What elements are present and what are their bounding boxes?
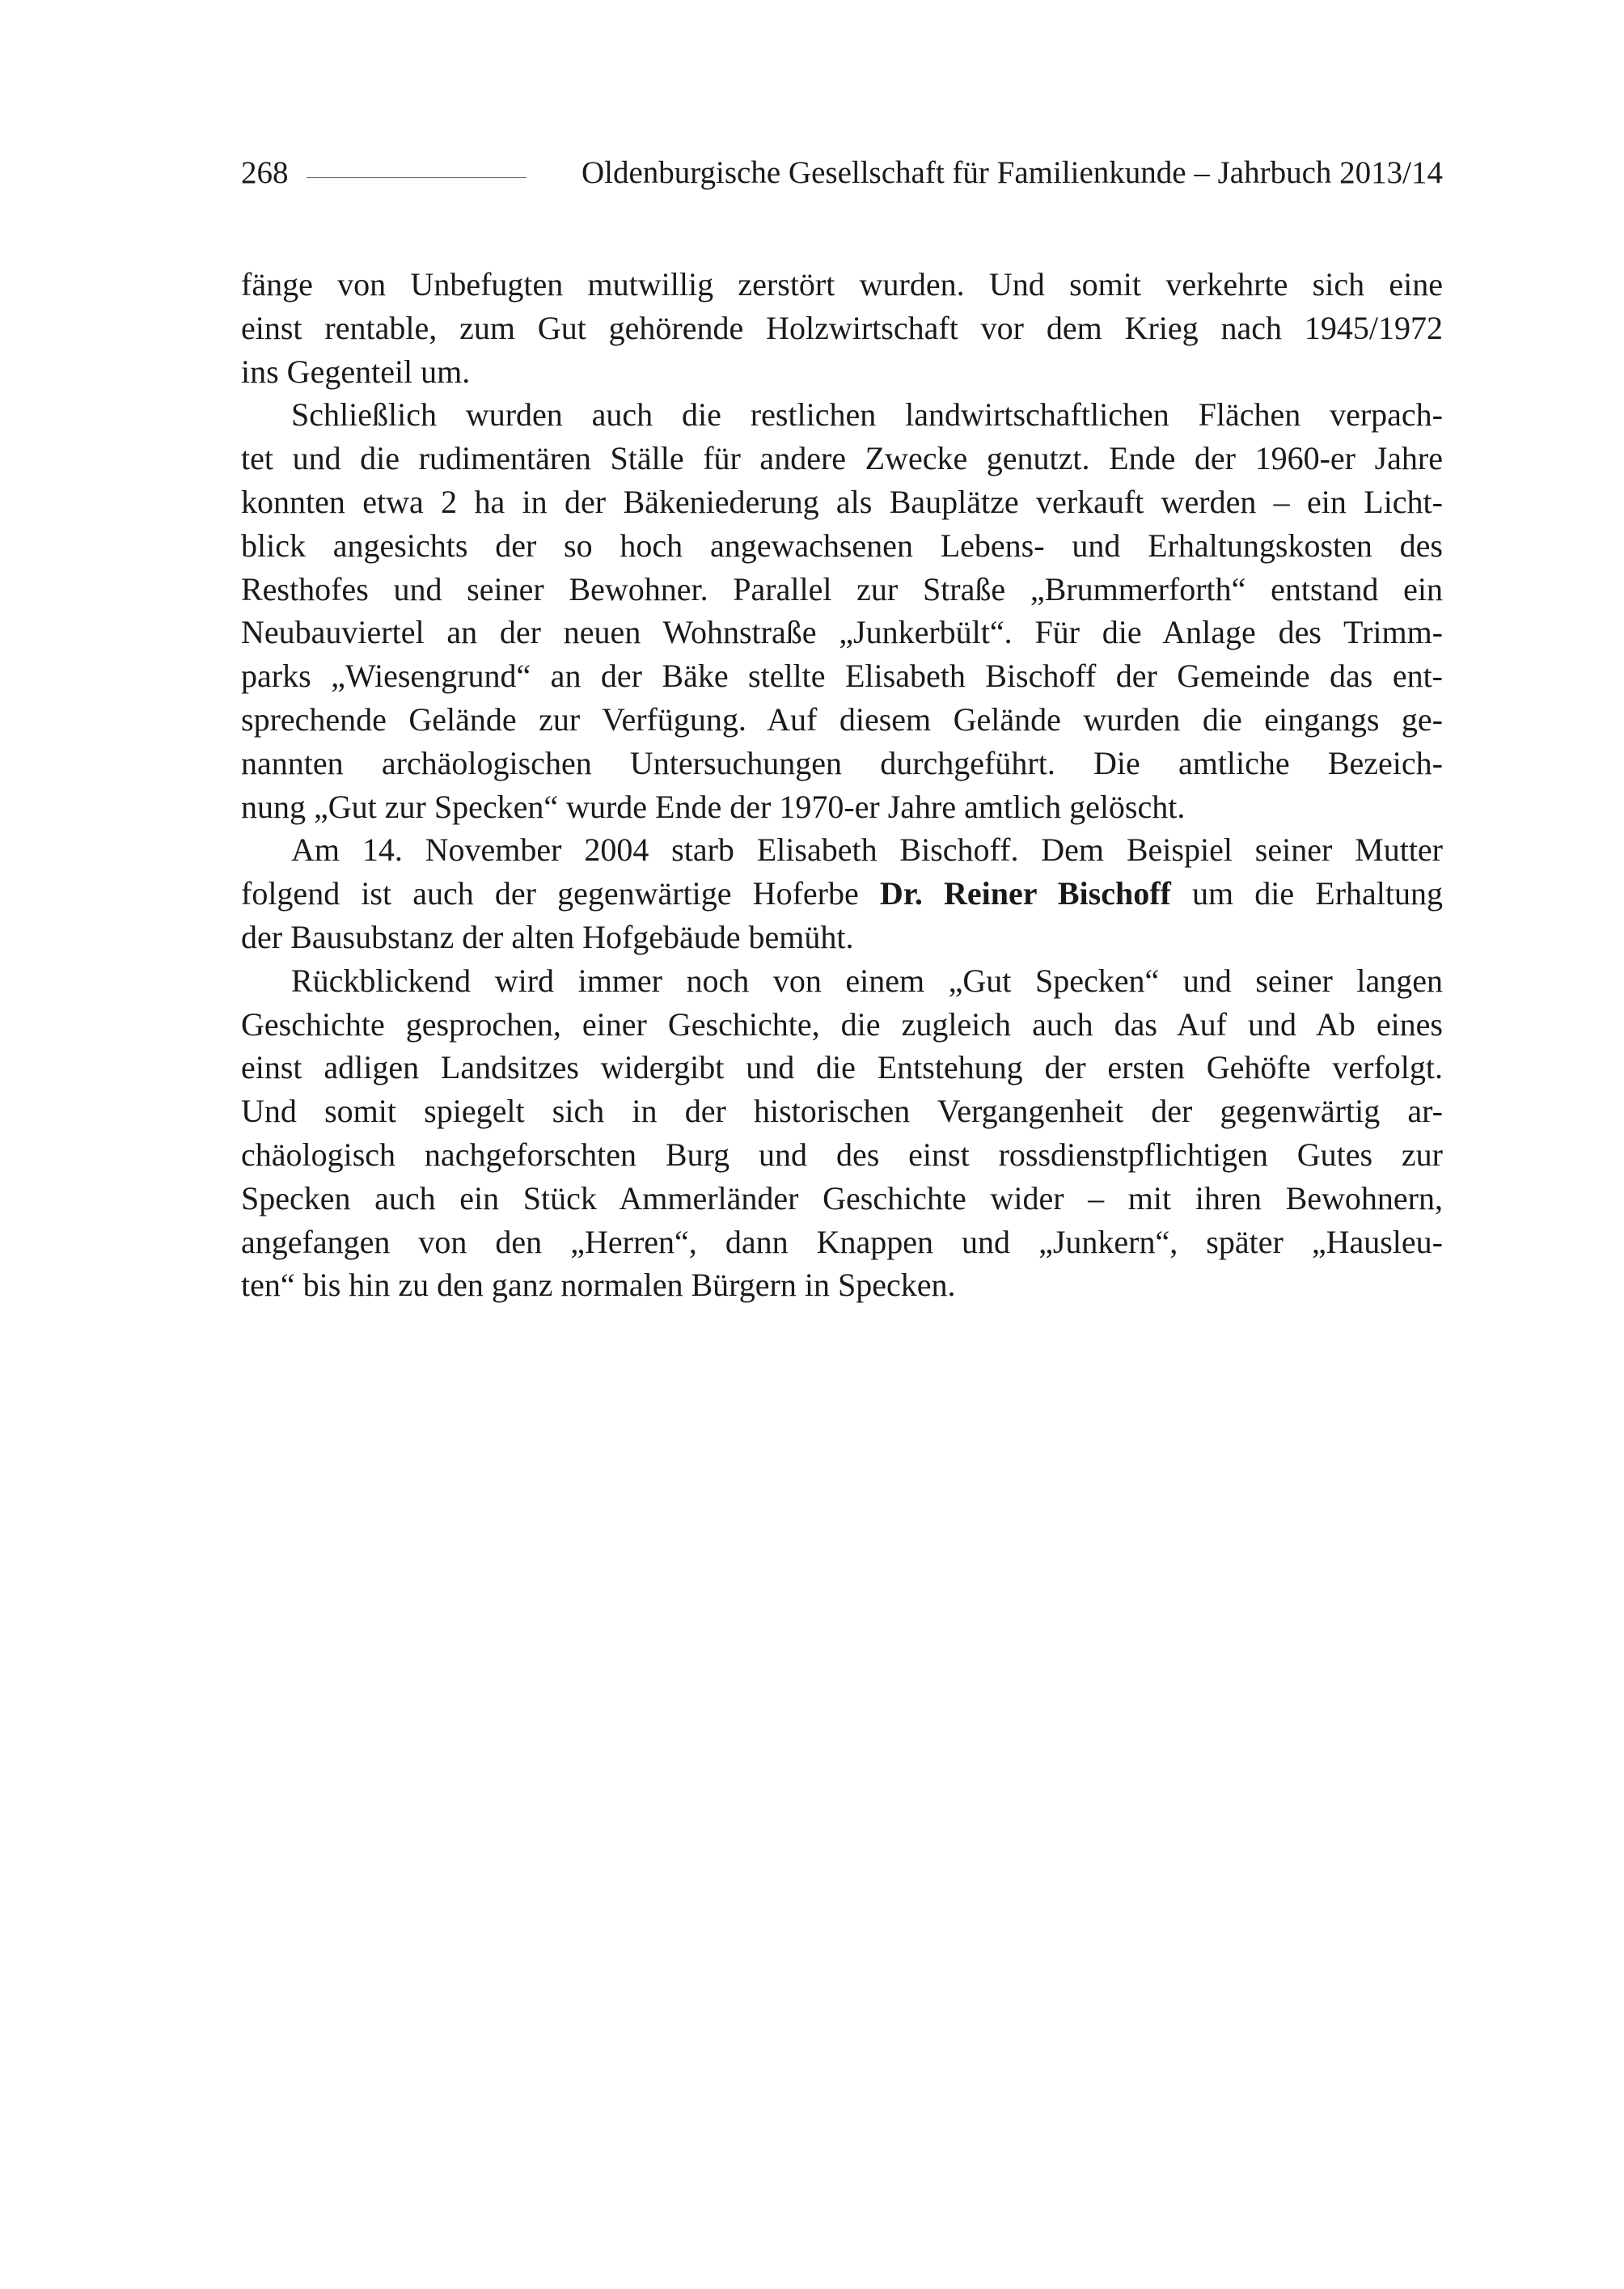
text-line: Geschichte gesprochen, einer Geschichte, die zugleich auch das Auf und Ab eines (241, 1005, 1443, 1043)
page-number: 268 (241, 155, 289, 190)
body-text (241, 263, 1443, 1307)
text-line: der Bausubstanz der alten Hofgebäude bemüht. (241, 918, 854, 955)
text-line: ins Gegenteil um. (241, 353, 471, 390)
running-title: Oldenburgische Gesellschaft für Familienkunde – Jahrbuch 2013/14 (581, 155, 1443, 190)
text-line: fänge von Unbefugten mutwillig zerstört wurden. Und somit verkehrte sich eine (241, 266, 1443, 303)
paragraph (241, 959, 1443, 1307)
text-line: konnten etwa 2 ha in der Bäkeniederung als Bauplätze verkauft werden – ein Licht- (241, 483, 1443, 520)
text-line: einst adligen Landsitzes widergibt und die Entstehung der ersten Gehöfte verfolgt. (241, 1049, 1443, 1086)
text-line: tet und die rudimentären Ställe für andere Zwecke genutzt. Ende der 1960-er Jahre (241, 440, 1443, 477)
paragraph (241, 393, 1443, 828)
text-line: nung „Gut zur Specken“ wurde Ende der 1970-er Jahre amtlich gelöscht. (241, 788, 1186, 825)
text-line: Am 14. November 2004 starb Elisabeth Bischoff. Dem Beispiel seiner Mutter (291, 831, 1443, 869)
text-line: Specken auch ein Stück Ammerländer Geschichte wider – mit ihren Bewohnern, (241, 1179, 1443, 1216)
paragraph (241, 263, 1443, 393)
text-line: nannten archäologischen Untersuchungen durchgeführt. Die amtliche Bezeich- (241, 744, 1443, 781)
text-line: chäologisch nachgeforschten Burg und des einst rossdienstpflichtigen Gutes zur (241, 1136, 1443, 1173)
text-line: Neubauviertel an der neuen Wohnstraße „Junkerbült“. Für die Anlage des Trimm- (241, 614, 1443, 651)
text-line: blick angesichts der so hoch angewachsenen Lebens- und Erhaltungskosten des (241, 527, 1443, 564)
person-name-bold: Dr. Reiner Bischoff (879, 875, 1171, 912)
text-line: ten“ bis hin zu den ganz normalen Bürgern in Specken. (241, 1267, 956, 1304)
header-rule (307, 177, 527, 178)
text-line (241, 872, 1443, 916)
paragraph (241, 828, 1443, 958)
text-line: sprechende Gelände zur Verfügung. Auf diesem Gelände wurden die eingangs ge- (241, 700, 1443, 738)
text-line: einst rentable, zum Gut gehörende Holzwirtschaft vor dem Krieg nach 1945/1972 (241, 309, 1443, 346)
text-run: folgend ist auch der gegenwärtige Hoferbe (241, 875, 880, 912)
running-header (241, 149, 1443, 197)
text-line: Resthofes und seiner Bewohner. Parallel zur Straße „Brummerforth“ entstand ein (241, 570, 1443, 607)
text-line: Rückblickend wird immer noch von einem „Gut Specken“ und seiner langen (291, 962, 1443, 999)
text-line: Schließlich wurden auch die restlichen landwirtschaftlichen Flächen verpach- (291, 396, 1443, 434)
text-line: parks „Wiesengrund“ an der Bäke stellte Elisabeth Bischoff der Gemeinde das ent- (241, 658, 1443, 695)
text-line: angefangen von den „Herren“, dann Knappen und „Junkern“, später „Hausleu- (241, 1223, 1443, 1260)
text-run: um die Erhaltung (1170, 875, 1444, 912)
text-line: Und somit spiegelt sich in der historischen Vergangenheit der gegenwärtig ar- (241, 1093, 1443, 1130)
